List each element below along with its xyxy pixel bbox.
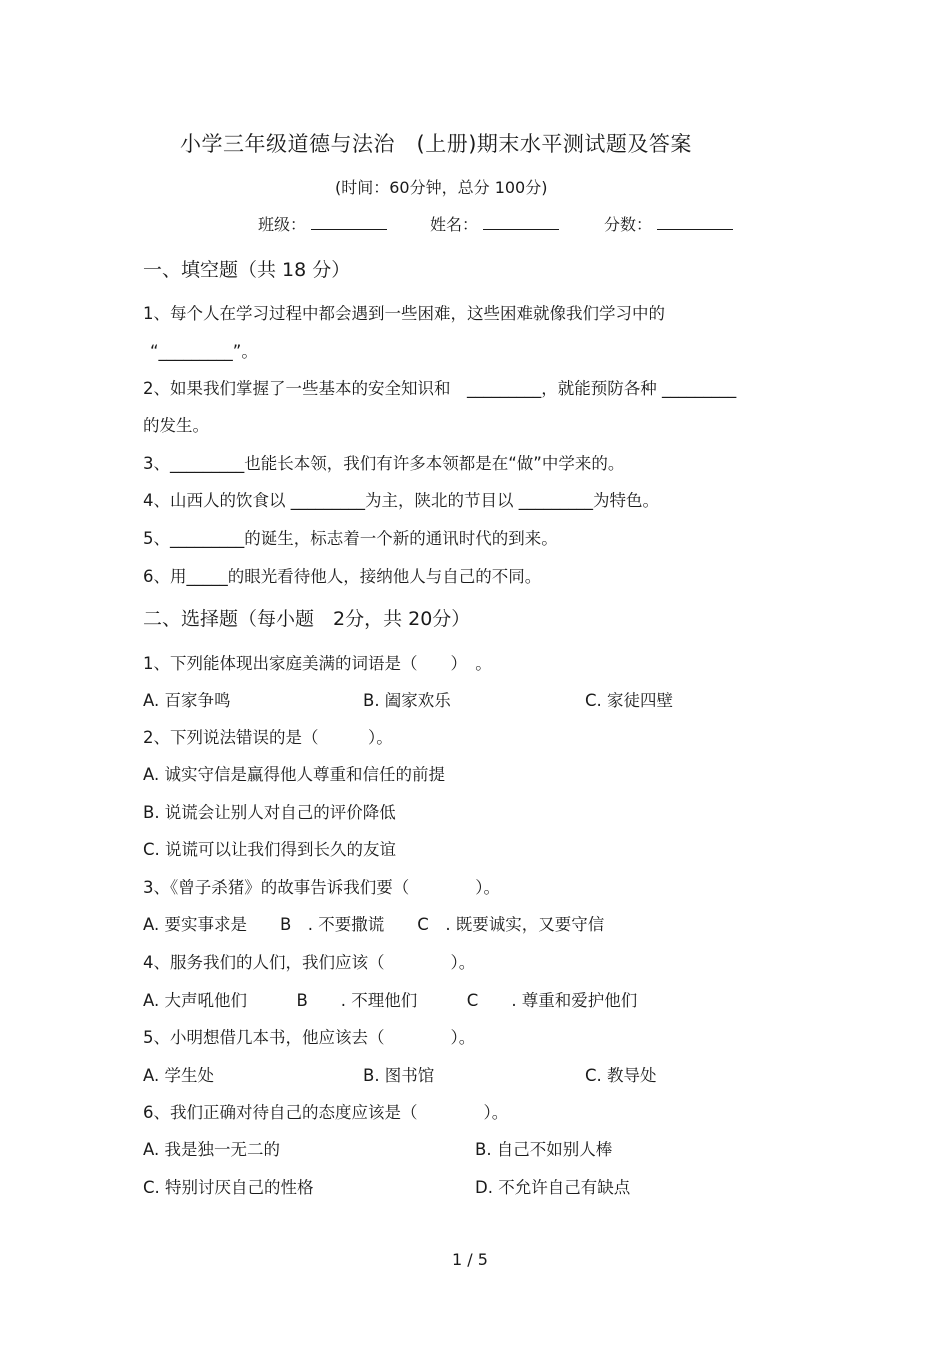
choice-q2-option-c: C. 说谎可以让我们得到长久的友谊 (143, 840, 397, 859)
fill-q5: 5、_________的诞生，标志着一个新的通讯时代的到来。 (143, 529, 558, 548)
choice-q5-option-b: B. 图书馆 (363, 1066, 435, 1085)
name-blank (483, 215, 559, 230)
class-label: 班级： (258, 215, 307, 234)
fill-section-heading: 一、填空题（共 18 分） (143, 259, 351, 281)
choice-q1-option-c: C. 家徒四壁 (585, 691, 674, 710)
fill-q3: 3、_________也能长本领，我们有许多本领都是在“做”中学来的。 (143, 454, 625, 473)
choice-q4-options: A. 大声吼他们 B . 不理他们 C . 尊重和爱护他们 (143, 991, 638, 1010)
choice-q6-option-a: A. 我是独一无二的 (143, 1140, 280, 1159)
choice-q2: 2、下列说法错误的是（ ）。 (143, 728, 393, 747)
document-subtitle: (时间：60分钟，总分 100分) (335, 178, 548, 197)
name-label: 姓名： (430, 215, 479, 234)
fill-q2-line2: 的发生。 (143, 416, 209, 435)
choice-q1-option-a: A. 百家争鸣 (143, 691, 231, 710)
class-field (258, 212, 387, 235)
fill-q1-line2: “_________”。 (150, 342, 258, 361)
choice-q1-option-b: B. 阖家欢乐 (363, 691, 451, 710)
choice-q2-option-b: B. 说谎会让别人对自己的评价降低 (143, 803, 396, 822)
fill-q2-line1: 2、如果我们掌握了一些基本的安全知识和 _________，就能预防各种 _________ (143, 379, 737, 398)
choice-q6: 6、我们正确对待自己的态度应该是（ ）。 (143, 1103, 509, 1122)
choice-section-heading: 二、选择题（每小题 2分，共 20分） (143, 608, 471, 630)
fill-q1-line1: 1、每个人在学习过程中都会遇到一些困难，这些困难就像我们学习中的 (143, 304, 665, 323)
fill-q6: 6、用_____的眼光看待他人，接纳他人与自己的不同。 (143, 567, 542, 586)
page-number: 1 / 5 (452, 1250, 488, 1269)
fill-q4: 4、山西人的饮食以 _________为主，陕北的节目以 _________为特色。 (143, 491, 659, 510)
choice-q1: 1、下列能体现出家庭美满的词语是（ ） 。 (143, 654, 492, 673)
choice-q5: 5、小明想借几本书，他应该去（ ）。 (143, 1028, 476, 1047)
choice-q3: 3、《曾子杀猪》的故事告诉我们要（ ）。 (143, 878, 500, 897)
choice-q4: 4、服务我们的人们，我们应该（ ）。 (143, 953, 476, 972)
class-blank (311, 215, 387, 230)
score-field (604, 212, 733, 235)
choice-q6-option-c: C. 特别讨厌自己的性格 (143, 1178, 314, 1197)
score-blank (657, 215, 733, 230)
choice-q2-option-a: A. 诚实守信是赢得他人尊重和信任的前提 (143, 765, 445, 784)
document-title: 小学三年级道德与法治 (上册)期末水平测试题及答案 (180, 132, 692, 156)
name-field (430, 212, 559, 235)
score-label: 分数： (604, 215, 653, 234)
choice-q5-option-c: C. 教导处 (585, 1066, 657, 1085)
choice-q6-option-b: B. 自己不如别人棒 (475, 1140, 613, 1159)
choice-q3-options: A. 要实事求是 B . 不要撒谎 C . 既要诚实，又要守信 (143, 915, 605, 934)
choice-q6-option-d: D. 不允许自己有缺点 (475, 1178, 631, 1197)
choice-q5-option-a: A. 学生处 (143, 1066, 214, 1085)
